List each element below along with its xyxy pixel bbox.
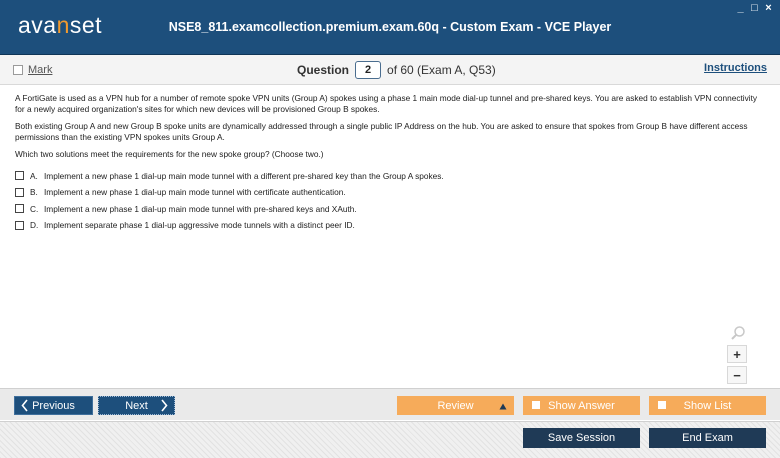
mark-checkbox[interactable] [13, 64, 52, 76]
question-paragraph: A FortiGate is used as a VPN hub for a number of remote spoke VPN units (Group A) spokes using a phase 1 main mode dial-up tunnel and pre-shared keys. You are asked to establish VPN connectivity for a newly acquired organization's sites for which new devices will be provisioned Group B spokes. [15, 93, 758, 114]
option-text: Implement a new phase 1 dial-up main mode tunnel with certificate authentication. [44, 187, 346, 197]
chevron-left-icon [21, 399, 29, 415]
question-body [15, 93, 765, 234]
zoom-in-button[interactable]: + [727, 345, 747, 363]
question-prompt: Which two solutions meet the requirements for the new spoke group? (Choose two.) [15, 149, 324, 159]
session-bar [0, 421, 780, 458]
option-letter: C. [30, 203, 39, 214]
next-button[interactable] [98, 396, 175, 415]
navigation-bar [0, 388, 780, 420]
option-letter: B. [30, 187, 38, 197]
question-number-input[interactable]: 2 [355, 61, 381, 79]
minimize-button[interactable]: _ [737, 2, 744, 14]
maximize-button[interactable]: □ [751, 2, 758, 14]
show-list-label: Show List [683, 399, 732, 412]
checkbox-icon [532, 401, 540, 409]
zoom-out-button[interactable]: − [727, 366, 747, 384]
option-letter: D. [30, 220, 39, 230]
show-answer-button[interactable] [523, 396, 640, 415]
option-text: Implement a new phase 1 dial-up main mode tunnel with a different pre-shared key than the Group A spokes. [44, 170, 444, 181]
answer-checkbox[interactable] [15, 204, 24, 213]
magnifier-icon[interactable] [727, 324, 749, 342]
chevron-right-icon [160, 399, 168, 415]
question-total: of 60 (Exam A, Q53) [387, 63, 496, 77]
question-paragraph: Both existing Group A and new Group B spoke units are dynamically addressed through a single public IP Address on the hub. You are asked to ensure that spokes from Group B have different access permissions than the existing VPN spokes units Group A. [15, 121, 748, 142]
option-text: Implement a new phase 1 dial-up main mode tunnel with pre-shared keys and XAuth. [44, 203, 357, 214]
mark-checkbox-box[interactable] [13, 65, 23, 75]
option-letter: A. [30, 170, 38, 181]
previous-label: Previous [32, 399, 75, 412]
window-title: NSE8_811.examcollection.premium.exam.60q - Custom Exam - VCE Player [168, 20, 612, 34]
logo-prefix: ava [18, 12, 57, 38]
answer-options [15, 168, 765, 234]
show-list-button[interactable] [649, 396, 766, 415]
previous-button[interactable] [14, 396, 93, 415]
option-text: Implement separate phase 1 dial-up aggressive mode tunnels with a distinct peer ID. [44, 220, 355, 230]
answer-option-b[interactable] [15, 184, 765, 201]
question-header [0, 55, 780, 85]
answer-checkbox[interactable] [15, 188, 24, 197]
question-counter [297, 61, 496, 79]
checkbox-icon [658, 401, 666, 409]
review-button[interactable] [397, 396, 514, 415]
answer-checkbox[interactable] [15, 171, 24, 180]
next-label: Next [125, 399, 148, 412]
review-label: Review [437, 399, 474, 412]
answer-option-c[interactable] [15, 201, 765, 218]
logo-accent: n [56, 12, 70, 38]
window-controls [735, 3, 774, 14]
answer-option-a[interactable] [15, 168, 765, 185]
title-bar [0, 0, 780, 55]
show-answer-label: Show Answer [548, 399, 615, 412]
answer-option-d[interactable] [15, 217, 765, 234]
question-word: Question [297, 63, 350, 77]
save-session-button[interactable]: Save Session [523, 428, 640, 448]
answer-checkbox[interactable] [15, 221, 24, 230]
end-exam-button[interactable]: End Exam [649, 428, 766, 448]
mark-label[interactable]: Mark [28, 64, 53, 76]
instructions-link[interactable]: Instructions [704, 62, 767, 74]
close-button[interactable]: × [765, 2, 772, 14]
caret-up-icon [499, 401, 507, 413]
zoom-tools [727, 324, 749, 384]
logo-suffix: set [69, 12, 103, 38]
